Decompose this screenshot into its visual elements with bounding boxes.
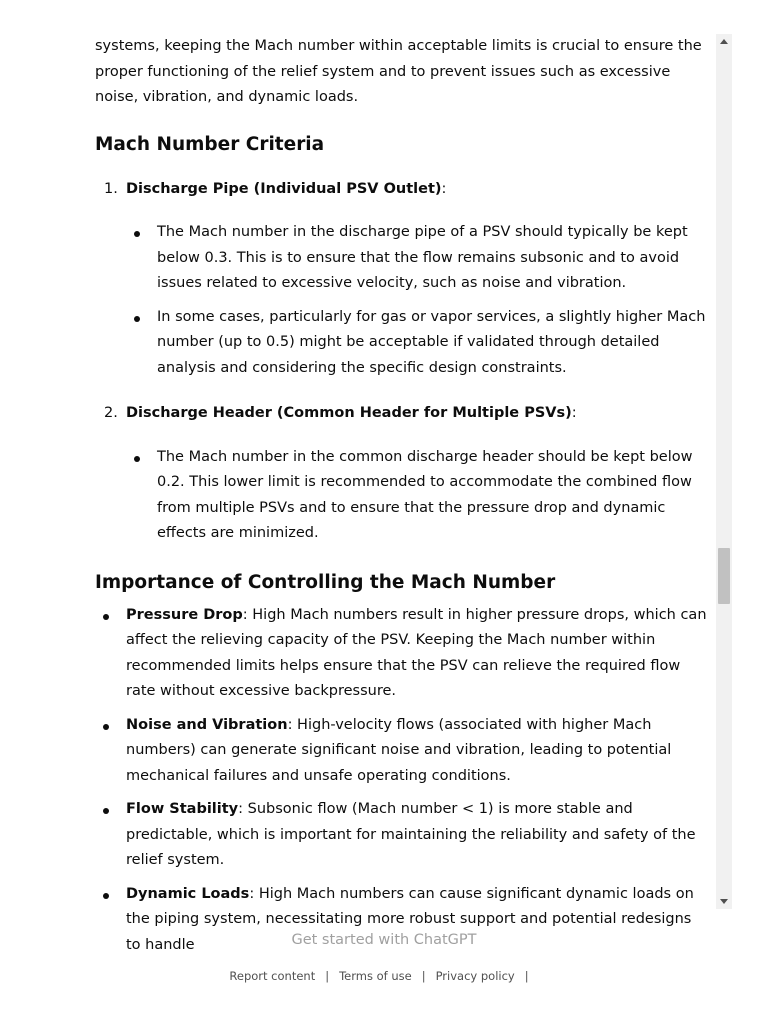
list-item <box>95 797 707 874</box>
criteria-sublist <box>126 220 707 381</box>
triangle-down-icon[interactable] <box>720 899 728 904</box>
intro-paragraph: systems, keeping the Mach number within acceptable limits is crucial to ensure the proper functioning of the relief system and to prevent issues such as excessive noise, vibration, and dynamic loads. <box>95 38 702 105</box>
bullet-text: The Mach number in the discharge pipe of a PSV should typically be kept below 0.3. This is to ensure that the flow remains subsonic and to avoid issues related to excessive velocity, such as noise and vibration. <box>157 224 688 291</box>
item-text: : High Mach numbers result in higher pressure drops, which can affect the relieving capacity of the PSV. Keeping the Mach number within recommended limits helps ensure that the PSV can relieve the required flow rate without excessive backpressure. <box>126 606 707 699</box>
heading-mach-number-criteria: Mach Number Criteria <box>95 133 325 155</box>
item-text: : High Mach numbers can cause significant dynamic loads on the piping system, necessitating more robust support and potential redesigns to handle <box>126 885 694 953</box>
importance-list <box>95 603 707 959</box>
bullet-dot-icon <box>103 893 109 899</box>
item-term: Dynamic Loads <box>126 885 250 902</box>
bullet-dot-icon <box>103 614 109 620</box>
bullet-text: In some cases, particularly for gas or vapor services, a slightly higher Mach number (up to 0.5) might be acceptable if validated through detailed analysis and considering the specific design constraints. <box>157 308 706 376</box>
criteria-title-colon: : <box>441 180 447 197</box>
triangle-up-icon[interactable] <box>720 39 728 44</box>
list-item <box>126 305 707 382</box>
report-content-link[interactable]: Report content <box>229 969 316 983</box>
list-number: 1. <box>104 180 118 197</box>
bullet-dot-icon <box>103 808 109 814</box>
criteria-item <box>95 177 707 382</box>
bullet-dot-icon <box>134 316 140 322</box>
item-term: Pressure Drop <box>126 606 243 623</box>
footer-links <box>0 969 768 983</box>
item-term: Noise and Vibration <box>126 716 288 733</box>
item-text: : High-velocity flows (associated with higher Mach numbers) can generate significant noise and vibration, leading to potential mechanical failures and unsafe operating conditions. <box>126 716 672 784</box>
privacy-policy-link[interactable]: Privacy policy <box>435 969 515 983</box>
list-item <box>126 445 707 547</box>
criteria-title: Discharge Header (Common Header for Multiple PSVs) <box>126 405 572 421</box>
get-started-link[interactable]: Get started with ChatGPT <box>291 932 477 948</box>
footer-separator: | <box>421 969 426 983</box>
list-number: 2. <box>104 405 118 421</box>
list-item <box>95 713 707 790</box>
bullet-dot-icon <box>134 456 140 462</box>
item-text: : Subsonic flow (Mach number < 1) is more stable and predictable, which is important for maintaining the reliability and safety of the relief system. <box>126 801 696 868</box>
criteria-title-colon: : <box>571 405 577 421</box>
message-content <box>95 34 707 966</box>
criteria-sublist <box>126 445 707 547</box>
footer-separator: | <box>524 969 529 983</box>
terms-of-use-link[interactable]: Terms of use <box>339 969 412 983</box>
list-item <box>126 220 707 297</box>
bullet-dot-icon <box>103 724 109 730</box>
footer-separator: | <box>325 969 330 983</box>
criteria-item <box>95 401 707 547</box>
list-item <box>95 603 707 705</box>
scrollbar-thumb[interactable] <box>718 548 730 604</box>
heading-importance: Importance of Controlling the Mach Number <box>95 571 556 593</box>
criteria-title: Discharge Pipe (Individual PSV Outlet) <box>126 180 442 197</box>
bullet-text: The Mach number in the common discharge header should be kept below 0.2. This lower limit is recommended to accommodate the combined flow from multiple PSVs and to ensure that the pressure drop and dynamic effects are minimized. <box>157 448 693 541</box>
bullet-dot-icon <box>134 231 140 237</box>
vertical-scrollbar[interactable] <box>716 34 732 909</box>
item-term: Flow Stability <box>126 801 239 817</box>
criteria-list <box>95 177 707 547</box>
